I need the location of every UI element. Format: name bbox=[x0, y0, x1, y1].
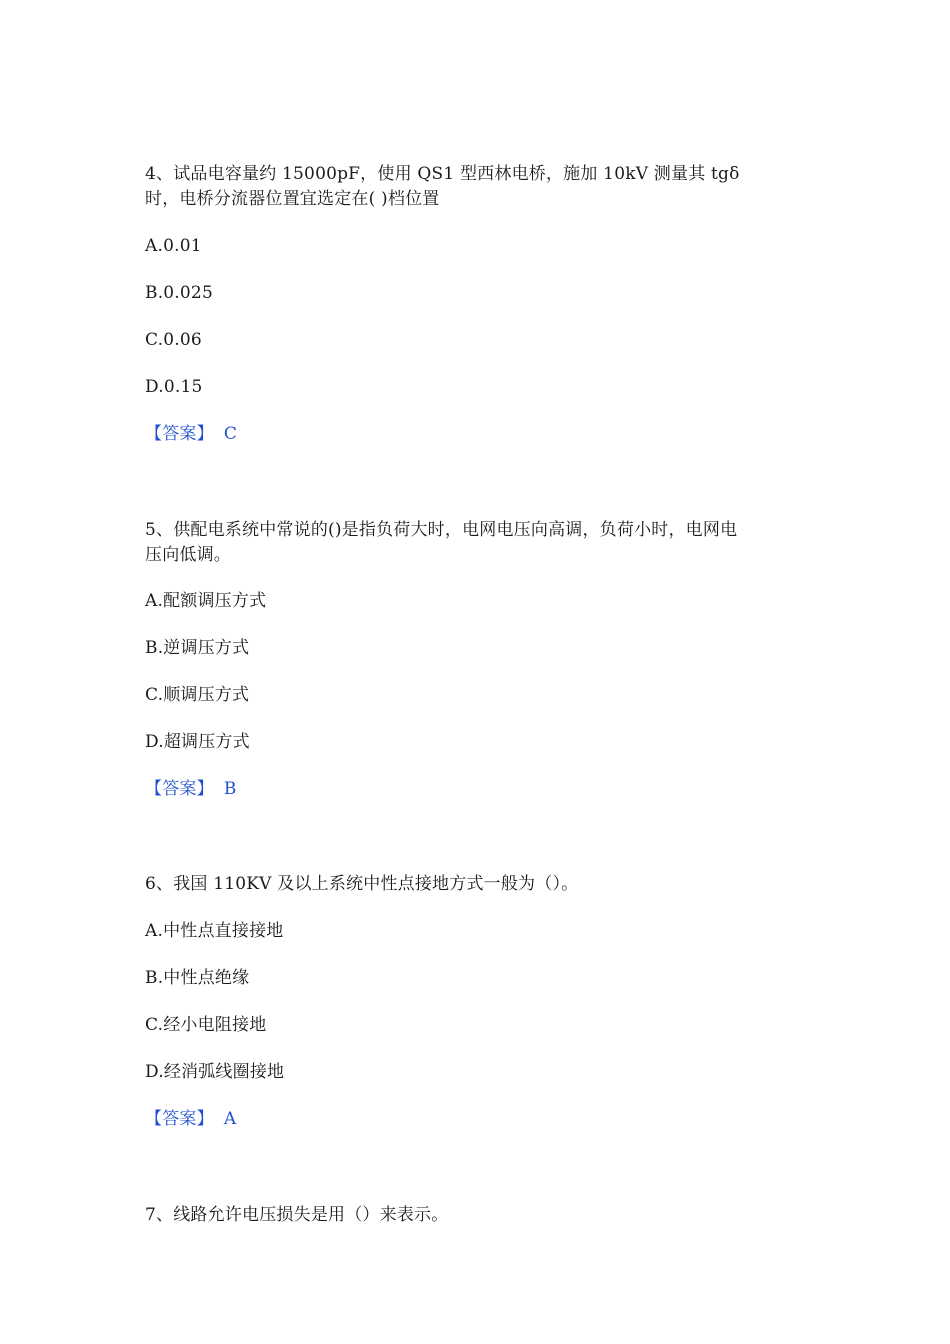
question-6-option-a: A.中性点直接接地 bbox=[145, 921, 284, 941]
answer-value: B bbox=[223, 779, 237, 799]
question-4-option-d: D.0.15 bbox=[145, 377, 203, 397]
question-4-stem-line-2: 时，电桥分流器位置宜选定在( )档位置 bbox=[145, 189, 440, 209]
question-5-option-a: A.配额调压方式 bbox=[145, 591, 267, 611]
question-4-option-b: B.0.025 bbox=[145, 283, 213, 303]
question-7-stem-line-1: 7、线路允许电压损失是用（）来表示。 bbox=[145, 1205, 449, 1225]
answer-label: 【答案】 bbox=[145, 424, 214, 444]
question-5-option-b: B.逆调压方式 bbox=[145, 638, 250, 658]
question-6-answer bbox=[145, 1107, 236, 1131]
question-5-stem-line-1: 5、供配电系统中常说的()是指负荷大时，电网电压向高调，负荷小时，电网电 bbox=[145, 520, 738, 540]
answer-label: 【答案】 bbox=[145, 779, 214, 799]
answer-value: A bbox=[223, 1109, 237, 1129]
question-4-option-a: A.0.01 bbox=[145, 236, 202, 256]
question-4-stem-line-1: 4、试品电容量约 15000pF，使用 QS1 型西林电桥，施加 10kV 测量其 tgδ bbox=[145, 164, 740, 184]
answer-label: 【答案】 bbox=[145, 1109, 214, 1129]
question-5-stem-line-2: 压向低调。 bbox=[145, 545, 231, 565]
question-6-stem-line-1: 6、我国 110KV 及以上系统中性点接地方式一般为（）。 bbox=[145, 874, 579, 894]
question-6-option-c: C.经小电阻接地 bbox=[145, 1015, 267, 1035]
question-5-answer bbox=[145, 777, 237, 801]
question-6-option-b: B.中性点绝缘 bbox=[145, 968, 250, 988]
question-5-option-c: C.顺调压方式 bbox=[145, 685, 250, 705]
question-4-option-c: C.0.06 bbox=[145, 330, 202, 350]
question-4-answer bbox=[145, 422, 237, 446]
question-6-option-d: D.经消弧线圈接地 bbox=[145, 1062, 285, 1082]
answer-value: C bbox=[223, 424, 238, 444]
question-5-option-d: D.超调压方式 bbox=[145, 732, 250, 752]
